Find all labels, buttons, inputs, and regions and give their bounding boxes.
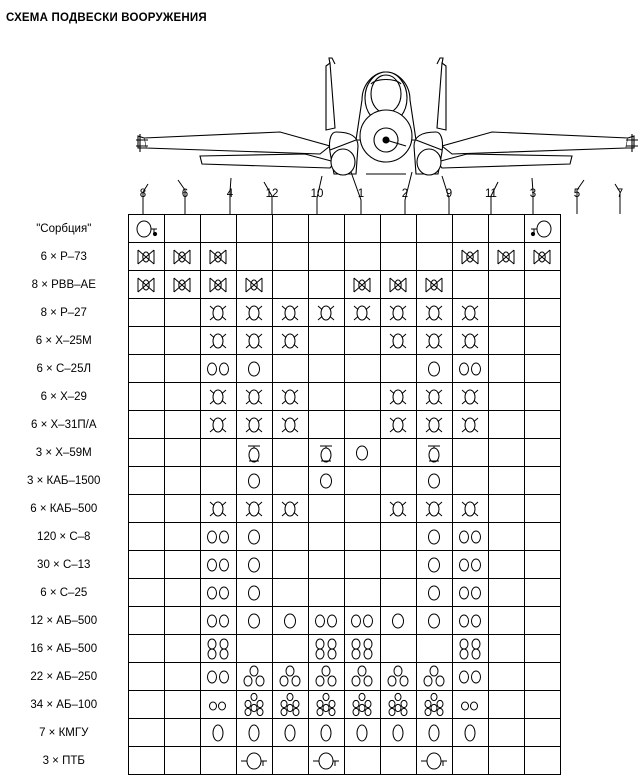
loadout-cell-empty[interactable] (380, 551, 416, 579)
loadout-cell-single-o[interactable] (236, 355, 272, 383)
loadout-cell-empty[interactable] (380, 579, 416, 607)
loadout-cell-empty[interactable] (524, 383, 560, 411)
loadout-cell-empty[interactable] (344, 579, 380, 607)
loadout-cell-empty[interactable] (128, 355, 164, 383)
loadout-cell-empty[interactable] (164, 299, 200, 327)
weapon-label: 8 × Р–27 (40, 306, 87, 319)
loadout-cell-empty[interactable] (344, 243, 380, 271)
loadout-cell-missile-o[interactable] (452, 383, 488, 411)
loadout-cell-empty[interactable] (524, 691, 560, 719)
loadout-cell-missile-o[interactable] (416, 383, 452, 411)
loadout-cell-missile-x[interactable] (164, 271, 200, 299)
loadout-cell-missile-o[interactable] (380, 383, 416, 411)
table-row (0, 579, 560, 607)
loadout-cell-missile-x[interactable] (380, 271, 416, 299)
loadout-cell-single-tall[interactable] (308, 719, 344, 747)
loadout-cell-single-tall[interactable] (380, 719, 416, 747)
weapon-label: 6 × С–25Л (36, 362, 92, 375)
table-row (0, 635, 560, 663)
loadout-cell-single-o[interactable] (416, 551, 452, 579)
loadout-cell-empty[interactable] (488, 383, 524, 411)
loadout-cell-double-o[interactable] (200, 663, 236, 691)
loadout-cell-empty[interactable] (452, 467, 488, 495)
table-row (0, 467, 560, 495)
loadout-cell-empty[interactable] (128, 691, 164, 719)
loadout-cell-missile-x[interactable] (344, 271, 380, 299)
loadout-cell-six-o[interactable] (308, 691, 344, 719)
loadout-cell-missile-o[interactable] (452, 495, 488, 523)
loadout-cell-empty[interactable] (380, 215, 416, 243)
loadout-cell-empty[interactable] (308, 271, 344, 299)
station-number-11: 11 (485, 188, 497, 200)
loadout-cell-empty[interactable] (524, 663, 560, 691)
loadout-cell-missile-o[interactable] (200, 411, 236, 439)
table-row (0, 439, 560, 467)
loadout-cell-empty[interactable] (164, 747, 200, 775)
table-row (0, 747, 560, 775)
loadout-cell-empty[interactable] (164, 579, 200, 607)
loadout-cell-quad-o[interactable] (344, 635, 380, 663)
loadout-cell-empty[interactable] (200, 215, 236, 243)
loadout-cell-small-double[interactable] (452, 691, 488, 719)
loadout-cell-empty[interactable] (236, 635, 272, 663)
loadout-cell-missile-fin[interactable] (308, 439, 344, 467)
loadout-cell-single-o[interactable] (416, 355, 452, 383)
loadout-cell-empty[interactable] (380, 523, 416, 551)
loadout-cell-empty[interactable] (380, 243, 416, 271)
weapon-label: 8 × РВВ–АЕ (31, 278, 96, 291)
loadout-cell-empty[interactable] (488, 215, 524, 243)
weapon-label: 6 × Х–31П/А (31, 418, 97, 431)
loadout-cell-empty[interactable] (344, 215, 380, 243)
loadout-cell-empty[interactable] (452, 271, 488, 299)
loadout-cell-empty[interactable] (308, 579, 344, 607)
weapon-label: 16 × АБ–500 (30, 642, 98, 655)
loadout-cell-empty[interactable] (272, 579, 308, 607)
loadout-cell-empty[interactable] (164, 495, 200, 523)
loadout-cell-empty[interactable] (488, 299, 524, 327)
loadout-cell-single-o[interactable] (416, 523, 452, 551)
loadout-cell-missile-x[interactable] (164, 243, 200, 271)
loadout-cell-tank[interactable] (308, 747, 344, 775)
loadout-cell-empty[interactable] (164, 607, 200, 635)
loadout-cell-missile-x[interactable] (236, 271, 272, 299)
loadout-cell-empty[interactable] (128, 467, 164, 495)
loadout-cell-empty[interactable] (308, 551, 344, 579)
loadout-cell-double-o[interactable] (200, 607, 236, 635)
loadout-cell-missile-o[interactable] (272, 411, 308, 439)
loadout-cell-empty[interactable] (344, 355, 380, 383)
loadout-cell-missile-o[interactable] (272, 327, 308, 355)
loadout-cell-missile-o[interactable] (200, 327, 236, 355)
loadout-cell-empty[interactable] (380, 355, 416, 383)
loadout-cell-missile-o[interactable] (272, 299, 308, 327)
loadout-cell-missile-o[interactable] (452, 411, 488, 439)
station-number-12: 12 (265, 188, 279, 200)
loadout-cell-quad-o[interactable] (200, 635, 236, 663)
loadout-cell-double-o[interactable] (200, 579, 236, 607)
weapon-label: 6 × С–25 (40, 586, 88, 599)
loadout-cell-missile-x[interactable] (524, 243, 560, 271)
loadout-cell-empty[interactable] (524, 271, 560, 299)
table-row (0, 607, 560, 635)
loadout-cell-empty[interactable] (488, 579, 524, 607)
station-number-3: 3 (529, 188, 537, 200)
loadout-cell-missile-o[interactable] (236, 299, 272, 327)
loadout-cell-empty[interactable] (488, 663, 524, 691)
loadout-cell-empty[interactable] (488, 551, 524, 579)
loadout-cell-empty[interactable] (308, 523, 344, 551)
loadout-cell-single-o[interactable] (416, 607, 452, 635)
loadout-cell-empty[interactable] (344, 523, 380, 551)
station-number-9: 9 (445, 188, 453, 200)
loadout-cell-missile-x[interactable] (200, 243, 236, 271)
loadout-cell-missile-o[interactable] (236, 327, 272, 355)
loadout-cell-double-o[interactable] (200, 551, 236, 579)
loadout-cell-empty[interactable] (524, 523, 560, 551)
loadout-cell-quad-o[interactable] (452, 635, 488, 663)
loadout-cell-empty[interactable] (200, 747, 236, 775)
loadout-cell-missile-o[interactable] (380, 327, 416, 355)
loadout-cell-empty[interactable] (164, 439, 200, 467)
loadout-cell-empty[interactable] (236, 243, 272, 271)
loadout-cell-triple-o[interactable] (416, 663, 452, 691)
loadout-cell-empty[interactable] (452, 747, 488, 775)
loadout-cell-empty[interactable] (200, 467, 236, 495)
loadout-cell-empty[interactable] (200, 439, 236, 467)
loadout-cell-empty[interactable] (164, 327, 200, 355)
loadout-cell-empty[interactable] (488, 355, 524, 383)
loadout-cell-missile-o[interactable] (200, 495, 236, 523)
loadout-cell-empty[interactable] (272, 747, 308, 775)
station-number-6: 6 (181, 188, 189, 200)
loadout-cell-missile-o[interactable] (380, 411, 416, 439)
loadout-cell-triple-o[interactable] (380, 663, 416, 691)
loadout-cell-pod-left[interactable] (128, 215, 164, 243)
loadout-cell-empty[interactable] (272, 523, 308, 551)
loadout-cell-single-o[interactable] (380, 607, 416, 635)
loadout-cell-missile-x[interactable] (416, 271, 452, 299)
loadout-cell-single-tall[interactable] (344, 719, 380, 747)
loadout-cell-missile-o[interactable] (416, 495, 452, 523)
station-number-10: 10 (310, 188, 324, 200)
loadout-cell-triple-o[interactable] (344, 663, 380, 691)
loadout-cell-empty[interactable] (272, 551, 308, 579)
loadout-cell-single-tall[interactable] (416, 719, 452, 747)
loadout-cell-missile-x[interactable] (200, 271, 236, 299)
loadout-cell-empty[interactable] (128, 327, 164, 355)
table-row (0, 327, 560, 355)
loadout-cell-empty[interactable] (308, 355, 344, 383)
loadout-cell-pod-right[interactable] (524, 215, 560, 243)
loadout-cell-empty[interactable] (128, 747, 164, 775)
loadout-cell-triple-o[interactable] (236, 663, 272, 691)
weapon-label: 6 × Х–29 (40, 390, 87, 403)
loadout-cell-empty[interactable] (164, 215, 200, 243)
loadout-cell-empty[interactable] (308, 327, 344, 355)
weapon-label: 30 × С–13 (37, 558, 91, 571)
weapon-label: 34 × АБ–100 (30, 698, 98, 711)
loadout-cell-single-o[interactable] (416, 467, 452, 495)
loadout-cell-missile-x[interactable] (488, 243, 524, 271)
loadout-cell-missile-x[interactable] (128, 271, 164, 299)
loadout-cell-single-tall[interactable] (236, 719, 272, 747)
loadout-cell-double-o[interactable] (308, 607, 344, 635)
weapon-label: 6 × КАБ–500 (30, 502, 98, 515)
loadout-cell-empty[interactable] (344, 467, 380, 495)
loadout-cell-empty[interactable] (308, 495, 344, 523)
loadout-cell-empty[interactable] (128, 607, 164, 635)
loadout-cell-empty[interactable] (344, 327, 380, 355)
loadout-cell-empty[interactable] (488, 439, 524, 467)
table-row (0, 719, 560, 747)
loadout-cell-single-o[interactable] (272, 607, 308, 635)
loadout-cell-single-o[interactable] (236, 467, 272, 495)
table-row (0, 243, 560, 271)
loadout-cell-empty[interactable] (488, 467, 524, 495)
table-row (0, 495, 560, 523)
loadout-cell-empty[interactable] (524, 579, 560, 607)
loadout-cell-double-o[interactable] (452, 355, 488, 383)
loadout-cell-missile-o[interactable] (416, 299, 452, 327)
loadout-cell-missile-o[interactable] (236, 383, 272, 411)
weapon-label: 6 × Х–25М (35, 334, 92, 347)
loadout-cell-empty[interactable] (164, 551, 200, 579)
loadout-cell-empty[interactable] (128, 299, 164, 327)
loadout-cell-empty[interactable] (380, 635, 416, 663)
loadout-cell-empty[interactable] (128, 579, 164, 607)
weapon-label: 12 × АБ–500 (30, 614, 98, 627)
station-number-7: 7 (616, 188, 624, 200)
loadout-cell-single-tall[interactable] (452, 719, 488, 747)
loadout-cell-empty[interactable] (164, 467, 200, 495)
weapon-label: "Сорбция" (36, 222, 92, 235)
loadout-cell-empty[interactable] (488, 523, 524, 551)
loadout-cell-empty[interactable] (524, 327, 560, 355)
weapon-label: 7 × КМГУ (39, 726, 89, 739)
loadout-cell-empty[interactable] (164, 635, 200, 663)
weapon-label: 120 × С–8 (37, 530, 91, 543)
loadout-cell-missile-o[interactable] (236, 495, 272, 523)
loadout-cell-empty[interactable] (524, 747, 560, 775)
loadout-cell-missile-o[interactable] (416, 327, 452, 355)
page-title: СХЕМА ПОДВЕСКИ ВООРУЖЕНИЯ (6, 12, 207, 24)
column-number-row (0, 188, 640, 208)
loadout-cell-single-o[interactable] (308, 467, 344, 495)
weapon-label: 3 × Х–59М (35, 446, 92, 459)
loadout-cell-empty[interactable] (524, 495, 560, 523)
loadout-cell-single-o[interactable] (416, 579, 452, 607)
loadout-cell-six-o[interactable] (272, 691, 308, 719)
loadout-cell-double-o[interactable] (200, 523, 236, 551)
loadout-cell-missile-x[interactable] (452, 243, 488, 271)
loadout-cell-empty[interactable] (272, 355, 308, 383)
loadout-cell-empty[interactable] (272, 271, 308, 299)
table-row (0, 383, 560, 411)
loadout-cell-empty[interactable] (128, 719, 164, 747)
loadout-cell-empty[interactable] (272, 215, 308, 243)
loadout-cell-empty[interactable] (164, 355, 200, 383)
loadout-cell-missile-o[interactable] (344, 299, 380, 327)
loadout-cell-empty[interactable] (272, 439, 308, 467)
loadout-cell-six-o[interactable] (344, 691, 380, 719)
aircraft-front-view (130, 28, 640, 178)
loadout-cell-empty[interactable] (488, 271, 524, 299)
loadout-cell-missile-o[interactable] (200, 299, 236, 327)
loadout-cell-empty[interactable] (344, 411, 380, 439)
loadout-cell-empty[interactable] (128, 383, 164, 411)
loadout-cell-single-o[interactable] (236, 607, 272, 635)
loadout-cell-single-tall[interactable] (200, 719, 236, 747)
loadout-cell-empty[interactable] (128, 663, 164, 691)
weapon-label: 6 × Р–73 (40, 250, 87, 263)
loadout-cell-double-o[interactable] (200, 355, 236, 383)
loadout-cell-missile-o[interactable] (236, 411, 272, 439)
table-row (0, 299, 560, 327)
station-number-2: 2 (401, 188, 409, 200)
loadout-cell-small-double[interactable] (200, 691, 236, 719)
loadout-cell-missile-o[interactable] (308, 299, 344, 327)
loadout-cell-single-o[interactable] (344, 439, 380, 467)
loadout-cell-empty[interactable] (128, 439, 164, 467)
loadout-cell-empty[interactable] (128, 523, 164, 551)
table-row (0, 663, 560, 691)
loadout-cell-missile-o[interactable] (272, 495, 308, 523)
loadout-cell-six-o[interactable] (380, 691, 416, 719)
station-number-5: 5 (573, 188, 581, 200)
table-row (0, 215, 560, 243)
loadout-cell-tank[interactable] (416, 747, 452, 775)
loadout-cell-empty[interactable] (524, 467, 560, 495)
loadout-cell-empty[interactable] (164, 663, 200, 691)
loadout-cell-empty[interactable] (380, 467, 416, 495)
loadout-cell-double-o[interactable] (344, 607, 380, 635)
loadout-cell-empty[interactable] (164, 523, 200, 551)
loadout-cell-quad-o[interactable] (308, 635, 344, 663)
loadout-cell-missile-o[interactable] (380, 495, 416, 523)
loadout-cell-empty[interactable] (416, 215, 452, 243)
loadout-cell-empty[interactable] (488, 719, 524, 747)
table-row (0, 271, 560, 299)
loadout-cell-empty[interactable] (488, 411, 524, 439)
weapon-label: 3 × КАБ–1500 (27, 474, 101, 487)
loadout-cell-empty[interactable] (308, 215, 344, 243)
loadout-cell-double-o[interactable] (452, 579, 488, 607)
loadout-cell-missile-o[interactable] (452, 299, 488, 327)
loadout-matrix (0, 214, 561, 775)
loadout-cell-double-o[interactable] (452, 607, 488, 635)
loadout-cell-empty[interactable] (488, 635, 524, 663)
loadout-cell-empty[interactable] (488, 747, 524, 775)
loadout-cell-single-o[interactable] (236, 579, 272, 607)
loadout-cell-missile-o[interactable] (380, 299, 416, 327)
loadout-cell-empty[interactable] (452, 215, 488, 243)
weapon-label: 3 × ПТБ (42, 754, 85, 767)
loadout-cell-empty[interactable] (308, 243, 344, 271)
loadout-cell-empty[interactable] (488, 327, 524, 355)
loadout-cell-missile-o[interactable] (416, 411, 452, 439)
loadout-cell-empty[interactable] (272, 243, 308, 271)
loadout-cell-triple-o[interactable] (308, 663, 344, 691)
loadout-cell-single-o[interactable] (236, 551, 272, 579)
loadout-cell-missile-fin[interactable] (236, 439, 272, 467)
loadout-cell-empty[interactable] (344, 747, 380, 775)
loadout-cell-missile-o[interactable] (200, 383, 236, 411)
station-number-1: 1 (357, 188, 365, 200)
loadout-cell-empty[interactable] (524, 635, 560, 663)
station-number-4: 4 (226, 188, 234, 200)
loadout-cell-empty[interactable] (236, 215, 272, 243)
loadout-cell-empty[interactable] (416, 243, 452, 271)
table-row (0, 551, 560, 579)
loadout-cell-missile-o[interactable] (452, 327, 488, 355)
loadout-cell-empty[interactable] (164, 691, 200, 719)
loadout-cell-empty[interactable] (164, 719, 200, 747)
loadout-cell-six-o[interactable] (236, 691, 272, 719)
loadout-cell-empty[interactable] (524, 411, 560, 439)
loadout-cell-single-o[interactable] (236, 523, 272, 551)
table-row (0, 523, 560, 551)
loadout-cell-empty[interactable] (524, 299, 560, 327)
loadout-cell-empty[interactable] (524, 355, 560, 383)
loadout-cell-empty[interactable] (164, 411, 200, 439)
loadout-cell-empty[interactable] (128, 495, 164, 523)
loadout-cell-single-tall[interactable] (272, 719, 308, 747)
loadout-cell-empty[interactable] (524, 551, 560, 579)
loadout-cell-empty[interactable] (128, 411, 164, 439)
loadout-cell-empty[interactable] (308, 383, 344, 411)
loadout-cell-empty[interactable] (524, 607, 560, 635)
loadout-cell-empty[interactable] (272, 635, 308, 663)
loadout-cell-empty[interactable] (488, 691, 524, 719)
loadout-cell-empty[interactable] (128, 635, 164, 663)
loadout-cell-empty[interactable] (380, 439, 416, 467)
loadout-cell-double-o[interactable] (452, 551, 488, 579)
loadout-cell-empty[interactable] (524, 719, 560, 747)
loadout-cell-empty[interactable] (344, 495, 380, 523)
loadout-cell-six-o[interactable] (416, 691, 452, 719)
loadout-cell-missile-o[interactable] (272, 383, 308, 411)
loadout-cell-empty[interactable] (488, 495, 524, 523)
station-number-8: 8 (139, 188, 147, 200)
loadout-cell-empty[interactable] (344, 551, 380, 579)
loadout-cell-missile-fin[interactable] (416, 439, 452, 467)
loadout-cell-empty[interactable] (380, 747, 416, 775)
loadout-cell-empty[interactable] (308, 411, 344, 439)
loadout-cell-missile-x[interactable] (128, 243, 164, 271)
table-row (0, 691, 560, 719)
loadout-cell-empty[interactable] (128, 551, 164, 579)
loadout-cell-empty[interactable] (344, 383, 380, 411)
loadout-cell-empty[interactable] (488, 607, 524, 635)
loadout-cell-empty[interactable] (164, 383, 200, 411)
loadout-cell-double-o[interactable] (452, 663, 488, 691)
weapon-label: 22 × АБ–250 (30, 670, 98, 683)
loadout-cell-empty[interactable] (524, 439, 560, 467)
loadout-matrix-wrap (0, 214, 640, 775)
table-row (0, 355, 560, 383)
loadout-cell-empty[interactable] (452, 439, 488, 467)
loadout-cell-triple-o[interactable] (272, 663, 308, 691)
loadout-cell-double-o[interactable] (452, 523, 488, 551)
loadout-cell-empty[interactable] (416, 635, 452, 663)
loadout-cell-tank[interactable] (236, 747, 272, 775)
table-row (0, 411, 560, 439)
loadout-cell-empty[interactable] (272, 467, 308, 495)
